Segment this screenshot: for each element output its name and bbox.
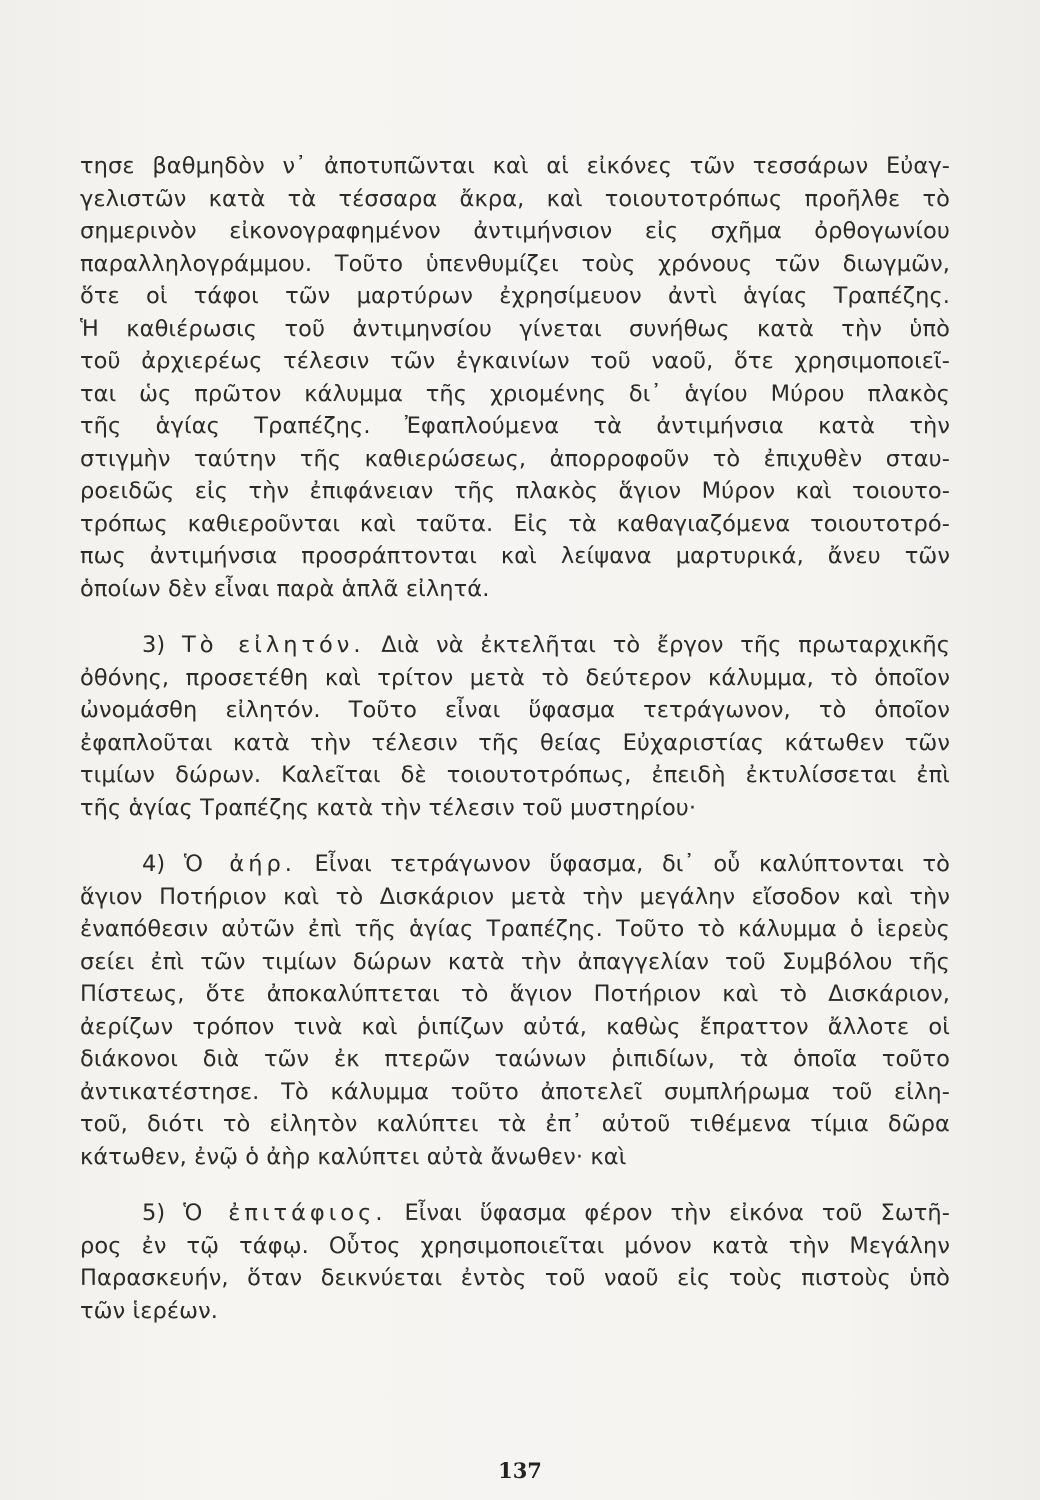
text-line: Ἡ καθιέρωσις τοῦ ἀντιμηνσίου γίνεται συνήθως κατὰ τὴν ὑπὸ (80, 315, 950, 342)
text-line: ὅτε οἱ τάφοι τῶν μαρτύρων ἐχρησίμευον ἀντὶ ἁγίας Τραπέζης. (80, 283, 950, 309)
text-line: τησε βαθμηδὸν ν᾿ ἀποτυπῶνται καὶ αἱ εἰκόνες τῶν τεσσάρων Εὐαγ- (80, 153, 950, 179)
text-line: σημερινὸν εἰκονογραφημένον ἀντιμήνσιον εἰς σχῆμα ὀρθογωνίου (80, 218, 950, 244)
text-line: ἅγιον Ποτήριον καὶ τὸ Δισκάριον μετὰ τὴν μεγάλην εἴσοδον καὶ τὴν (80, 883, 950, 910)
text-line: ἐναπόθεσιν αὐτῶν ἐπὶ τῆς ἁγίας Τραπέζης. Τοῦτο τὸ κάλυμμα ὁ ἱερεὺς (80, 916, 950, 942)
text-line: τοῦ ἀρχιερέως τέλεσιν τῶν ἐγκαινίων τοῦ ναοῦ, ὅτε χρησιμοποιεῖ- (80, 348, 950, 374)
paragraph-antimension (80, 150, 950, 605)
item-text: Εἶναι ὕφασμα φέρον τὴν εἰκόνα τοῦ Σωτῆ- (404, 1200, 950, 1226)
item-text: Διὰ νὰ ἐκτελῆται τὸ ἔργον τῆς πρωταρχικῆς (381, 632, 951, 658)
text-line: ἀερίζων τρόπον τινὰ καὶ ῥιπίζων αὐτά, καθὼς ἔπραττον ἄλλοτε οἱ (80, 1013, 950, 1040)
paragraph-eileton (80, 629, 950, 824)
item-term: Τὸ εἰλητόν. (182, 632, 365, 658)
page-number: 137 (498, 1458, 542, 1483)
item-number: 4) (142, 851, 166, 877)
text-line: πως ἀντιμήνσια προσράπτονται καὶ λείψανα μαρτυρικά, ἄνευ τῶν (80, 543, 950, 569)
text-line (80, 1197, 950, 1230)
item-number: 5) (142, 1200, 166, 1226)
item-term: Ὁ ἀήρ. (183, 851, 296, 877)
text-line: ὀθόνης, προσετέθη καὶ τρίτον μετὰ τὸ δεύτερον κάλυμμα, τὸ ὁποῖον (80, 664, 950, 691)
text-line: τῆς ἁγίας Τραπέζης κατὰ τὴν τέλεσιν τοῦ μυστηρίου· (80, 794, 697, 821)
text-line: ὁποίων δὲν εἶναι παρὰ ἁπλᾶ εἰλητά. (80, 575, 490, 602)
item-number: 3) (142, 632, 166, 658)
text-line: τῶν ἱερέων. (80, 1297, 218, 1324)
text-line (80, 629, 950, 662)
text-line: παραλληλογράμμου. Τοῦτο ὑπενθυμίζει τοὺς χρόνους τῶν διωγμῶν, (80, 250, 950, 277)
text-line: ροειδῶς εἰς τὴν ἐπιφάνειαν τῆς πλακὸς ἅγιον Μύρον καὶ τοιουτο- (80, 478, 950, 504)
text-line: ται ὡς πρῶτον κάλυμμα τῆς χριομένης δι᾿ ἁγίου Μύρου πλακὸς (80, 380, 950, 407)
text-line: τιμίων δώρων. Καλεῖται δὲ τοιουτοτρόπως, ἐπειδὴ ἐκτυλίσσεται ἐπὶ (80, 762, 950, 788)
text-line: ἀντικατέστησε. Τὸ κάλυμμα τοῦτο ἀποτελεῖ συμπλήρωμα τοῦ εἰλη- (80, 1078, 950, 1105)
text-line (80, 848, 950, 881)
text-line: στιγμὴν ταύτην τῆς καθιερώσεως, ἀπορροφοῦν τὸ ἐπιχυθὲν σταυ- (80, 445, 950, 472)
text-line: κάτωθεν, ἐνῷ ὁ ἀὴρ καλύπτει αὐτὰ ἄνωθεν· καὶ (80, 1143, 627, 1170)
text-line: διάκονοι διὰ τῶν ἐκ πτερῶν ταώνων ῥιπιδίων, τὰ ὁποῖα τοῦτο (80, 1046, 950, 1072)
text-line: ὠνομάσθη εἰλητόν. Τοῦτο εἶναι ὕφασμα τετράγωνον, τὸ ὁποῖον (80, 697, 950, 723)
item-text: Εἶναι τετράγωνον ὕφασμα, δι᾿ οὗ καλύπτονται τὸ (314, 851, 951, 877)
text-line: τοῦ, διότι τὸ εἰλητὸν καλύπτει τὰ ἐπ᾿ αὐτοῦ τιθέμενα τίμια δῶρα (80, 1111, 950, 1137)
item-term: Ὁ ἐπιτάφιος. (183, 1200, 387, 1226)
text-line: τῆς ἁγίας Τραπέζης. Ἐφαπλούμενα τὰ ἀντιμήνσια κατὰ τὴν (80, 413, 950, 439)
text-line: ρος ἐν τῷ τάφῳ. Οὗτος χρησιμοποιεῖται μόνον κατὰ τὴν Μεγάλην (80, 1232, 950, 1259)
text-line: τρόπως καθιεροῦνται καὶ ταῦτα. Εἰς τὰ καθαγιαζόμενα τοιουτοτρό- (80, 510, 950, 537)
paragraph-epitaphios (80, 1197, 950, 1327)
page-body (80, 150, 950, 1327)
paragraph-aer (80, 848, 950, 1173)
text-line: γελιστῶν κατὰ τὰ τέσσαρα ἄκρα, καὶ τοιουτοτρόπως προῆλθε τὸ (80, 185, 950, 212)
text-line: σείει ἐπὶ τῶν τιμίων δώρων κατὰ τὴν ἀπαγγελίαν τοῦ Συμβόλου τῆς (80, 948, 950, 975)
text-line: Πίστεως, ὅτε ἀποκαλύπτεται τὸ ἅγιον Ποτήριον καὶ τὸ Δισκάριον, (80, 981, 950, 1007)
text-line: ἐφαπλοῦται κατὰ τὴν τέλεσιν τῆς θείας Εὐχαριστίας κάτωθεν τῶν (80, 729, 950, 756)
text-line: Παρασκευήν, ὅταν δεικνύεται ἐντὸς τοῦ ναοῦ εἰς τοὺς πιστοὺς ὑπὸ (80, 1265, 950, 1291)
